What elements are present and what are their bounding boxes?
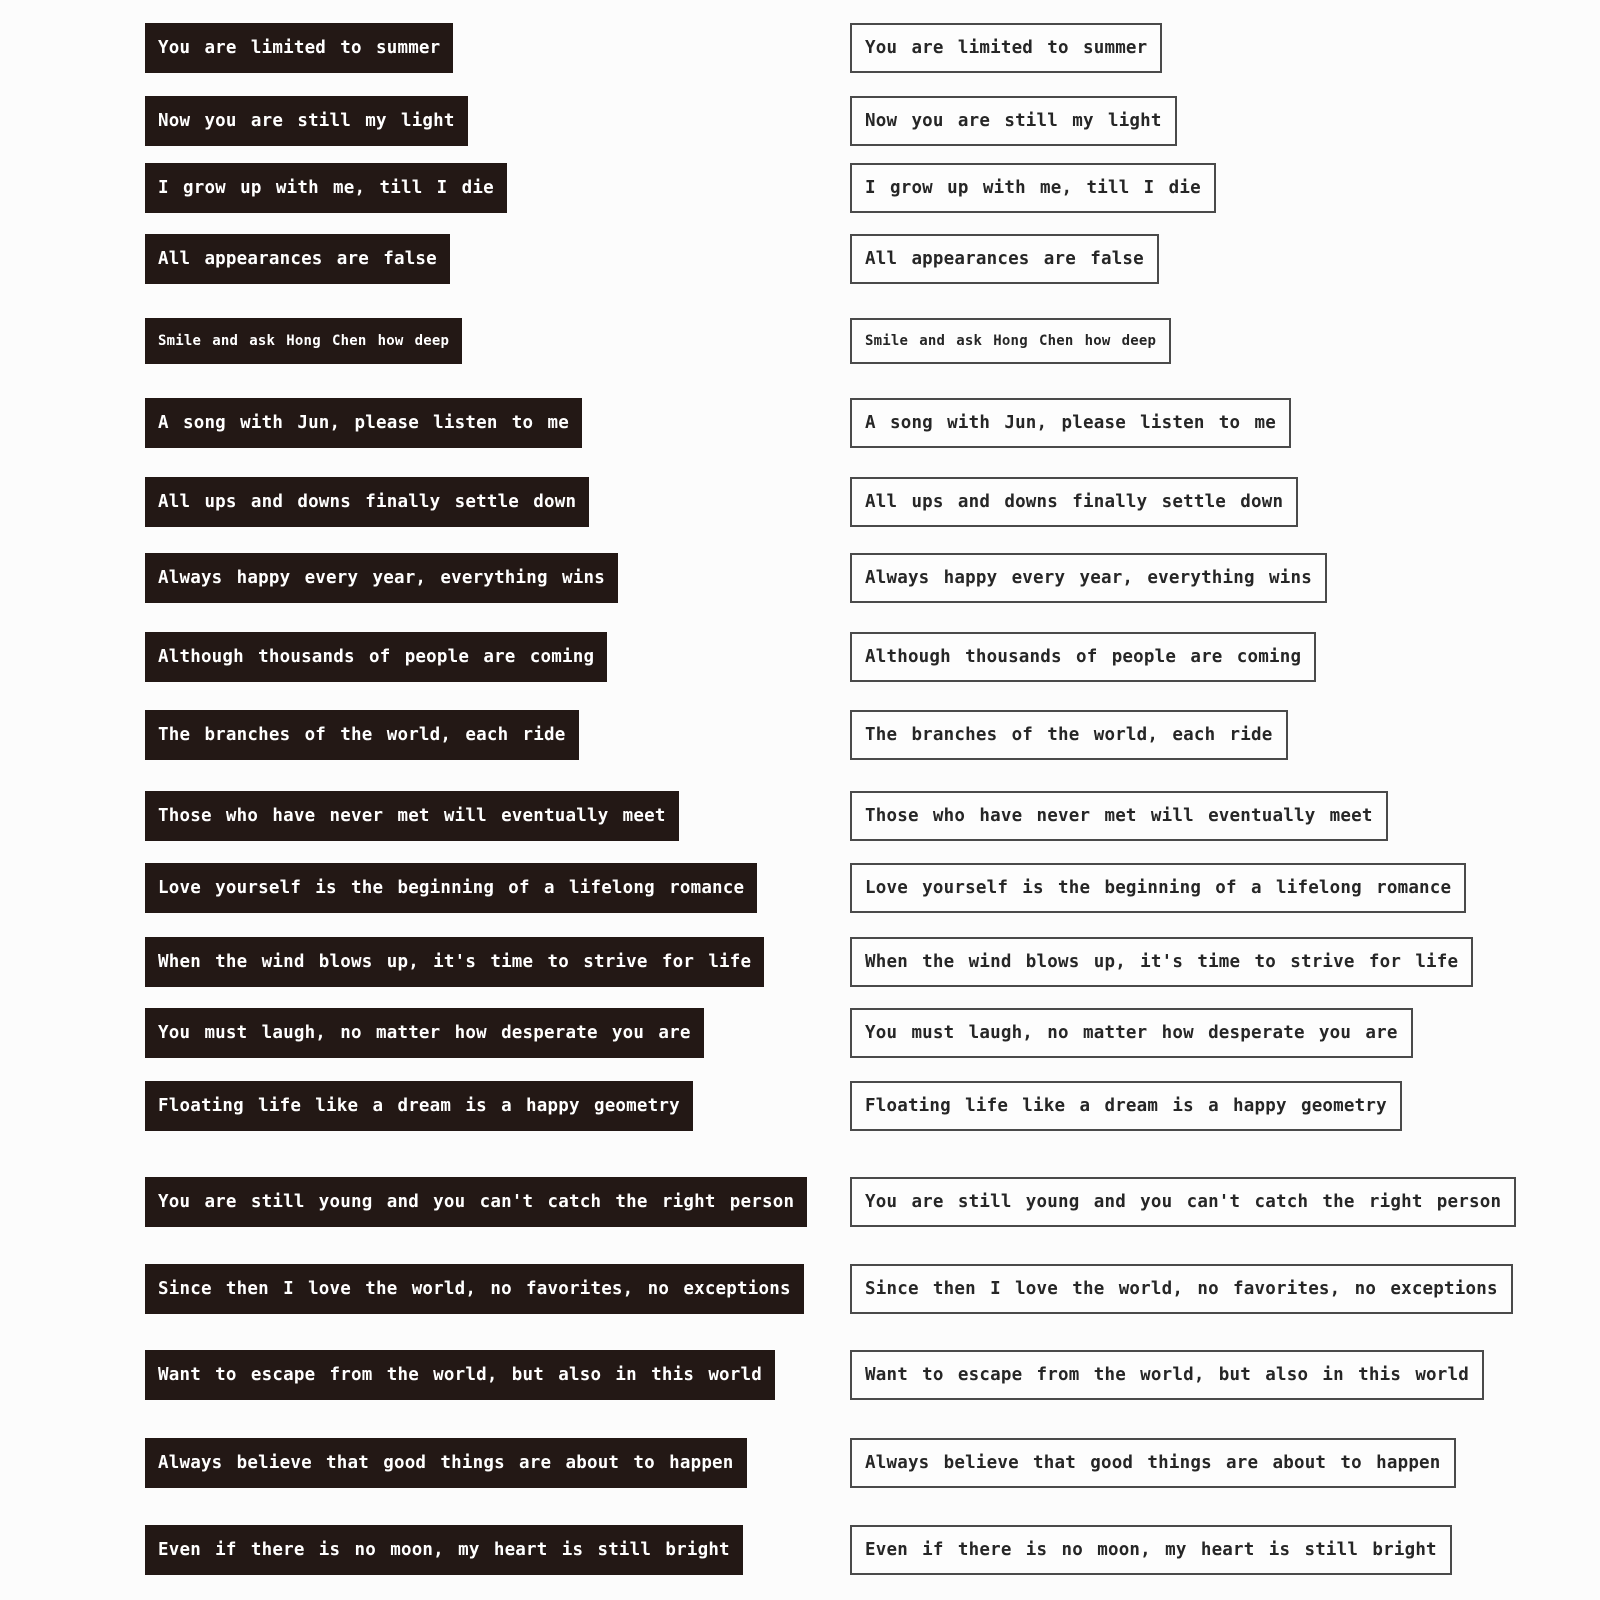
phrase-text-dark: I grow up with me, till I die	[158, 178, 494, 198]
phrase-text-light: You must laugh, no matter how desperate you are	[865, 1023, 1398, 1043]
phrase-row	[0, 477, 1600, 527]
phrase-text-light: All appearances are false	[865, 249, 1144, 269]
phrase-text-light: Smile and ask Hong Chen how deep	[865, 333, 1157, 349]
phrase-row	[0, 163, 1600, 213]
phrase-row	[0, 553, 1600, 603]
phrase-strip-light	[850, 1438, 1456, 1488]
phrase-text-dark: Always believe that good things are about to happen	[158, 1453, 734, 1473]
phrase-strip-dark	[145, 632, 607, 682]
phrase-text-light: The branches of the world, each ride	[865, 725, 1273, 745]
phrase-row	[0, 937, 1600, 987]
phrase-strip-dark	[145, 1008, 704, 1058]
phrase-text-light: All ups and downs finally settle down	[865, 492, 1284, 512]
phrase-strip-dark	[145, 318, 462, 364]
phrase-row	[0, 318, 1600, 368]
phrase-row	[0, 23, 1600, 73]
phrase-text-dark: Floating life like a dream is a happy geometry	[158, 1096, 680, 1116]
phrase-text-dark: Want to escape from the world, but also in this world	[158, 1365, 763, 1385]
phrase-text-light: A song with Jun, please listen to me	[865, 413, 1276, 433]
phrase-text-light: You are still young and you can't catch the right person	[865, 1192, 1502, 1212]
phrase-row	[0, 632, 1600, 682]
phrase-strip-dark	[145, 863, 757, 913]
phrase-strip-light	[850, 1008, 1413, 1058]
phrase-strip-light	[850, 477, 1298, 527]
phrase-strip-dark	[145, 937, 764, 987]
phrase-row	[0, 1008, 1600, 1058]
phrase-strip-dark	[145, 398, 582, 448]
phrase-text-dark: A song with Jun, please listen to me	[158, 413, 569, 433]
phrase-text-dark: You are still young and you can't catch the right person	[158, 1192, 795, 1212]
phrase-text-dark: Although thousands of people are coming	[158, 647, 595, 667]
phrase-text-light: Always happy every year, everything wins	[865, 568, 1312, 588]
phrase-text-light: You are limited to summer	[865, 38, 1148, 58]
phrase-text-dark: Always happy every year, everything wins	[158, 568, 605, 588]
phrase-row	[0, 1177, 1600, 1227]
phrase-strip-dark	[145, 477, 589, 527]
phrase-strip-light	[850, 632, 1316, 682]
phrase-text-dark: Now you are still my light	[158, 111, 455, 131]
phrase-row	[0, 791, 1600, 841]
phrase-strip-light	[850, 1525, 1452, 1575]
phrase-strip-light	[850, 1081, 1402, 1131]
phrase-strip-dark	[145, 710, 579, 760]
phrase-row	[0, 710, 1600, 760]
phrase-strip-light	[850, 398, 1291, 448]
phrase-text-light: When the wind blows up, it's time to strive for life	[865, 952, 1459, 972]
phrase-text-dark: Since then I love the world, no favorites, no exceptions	[158, 1279, 791, 1299]
phrase-text-dark: Even if there is no moon, my heart is still bright	[158, 1540, 730, 1560]
phrase-strip-dark	[145, 1350, 775, 1400]
phrase-text-light: Floating life like a dream is a happy geometry	[865, 1096, 1387, 1116]
phrase-strip-dark	[145, 96, 468, 146]
phrase-text-dark: Those who have never met will eventually meet	[158, 806, 666, 826]
phrase-strip-dark	[145, 1264, 804, 1314]
phrase-strip-dark	[145, 1081, 693, 1131]
phrase-strip-light	[850, 710, 1288, 760]
phrase-text-dark: You must laugh, no matter how desperate you are	[158, 1023, 691, 1043]
phrase-text-dark: All appearances are false	[158, 249, 437, 269]
phrase-strip-light	[850, 863, 1466, 913]
phrase-text-light: I grow up with me, till I die	[865, 178, 1201, 198]
phrase-strip-dark	[145, 163, 507, 213]
phrase-strip-dark	[145, 234, 450, 284]
phrase-text-light: Although thousands of people are coming	[865, 647, 1302, 667]
phrase-row	[0, 1264, 1600, 1314]
phrase-strip-dark	[145, 791, 679, 841]
phrase-text-light: Want to escape from the world, but also in this world	[865, 1365, 1470, 1385]
phrase-row	[0, 863, 1600, 913]
phrase-text-light: Now you are still my light	[865, 111, 1162, 131]
phrase-strip-light	[850, 1177, 1516, 1227]
phrase-strip-light	[850, 96, 1177, 146]
phrase-row	[0, 1081, 1600, 1131]
phrase-text-dark: When the wind blows up, it's time to strive for life	[158, 952, 752, 972]
phrase-strip-light	[850, 1264, 1513, 1314]
phrase-strip-light	[850, 791, 1388, 841]
phrase-strip-light	[850, 234, 1159, 284]
phrase-text-dark: You are limited to summer	[158, 38, 441, 58]
phrase-text-dark: Smile and ask Hong Chen how deep	[158, 333, 450, 349]
phrase-text-dark: Love yourself is the beginning of a lifelong romance	[158, 878, 745, 898]
phrase-text-light: Love yourself is the beginning of a lifelong romance	[865, 878, 1452, 898]
phrase-strip-light	[850, 318, 1171, 364]
phrase-strip-dark	[145, 1177, 807, 1227]
phrase-text-light: Always believe that good things are about to happen	[865, 1453, 1441, 1473]
phrase-row	[0, 1525, 1600, 1575]
phrase-strip-light	[850, 23, 1162, 73]
phrase-row	[0, 1438, 1600, 1488]
phrase-strip-light	[850, 1350, 1484, 1400]
phrase-text-light: Since then I love the world, no favorites, no exceptions	[865, 1279, 1498, 1299]
phrase-row	[0, 234, 1600, 284]
phrase-text-dark: All ups and downs finally settle down	[158, 492, 577, 512]
phrase-strip-dark	[145, 553, 618, 603]
phrase-strip-light	[850, 163, 1216, 213]
phrase-strip-dark	[145, 23, 453, 73]
phrase-strip-dark	[145, 1525, 743, 1575]
phrase-strip-dark	[145, 1438, 747, 1488]
phrase-strip-light	[850, 937, 1473, 987]
phrase-strip-light	[850, 553, 1327, 603]
phrase-text-light: Those who have never met will eventually meet	[865, 806, 1373, 826]
phrase-row	[0, 398, 1600, 448]
phrase-row	[0, 1350, 1600, 1400]
phrase-text-dark: The branches of the world, each ride	[158, 725, 566, 745]
phrase-text-light: Even if there is no moon, my heart is still bright	[865, 1540, 1437, 1560]
phrase-row	[0, 96, 1600, 146]
